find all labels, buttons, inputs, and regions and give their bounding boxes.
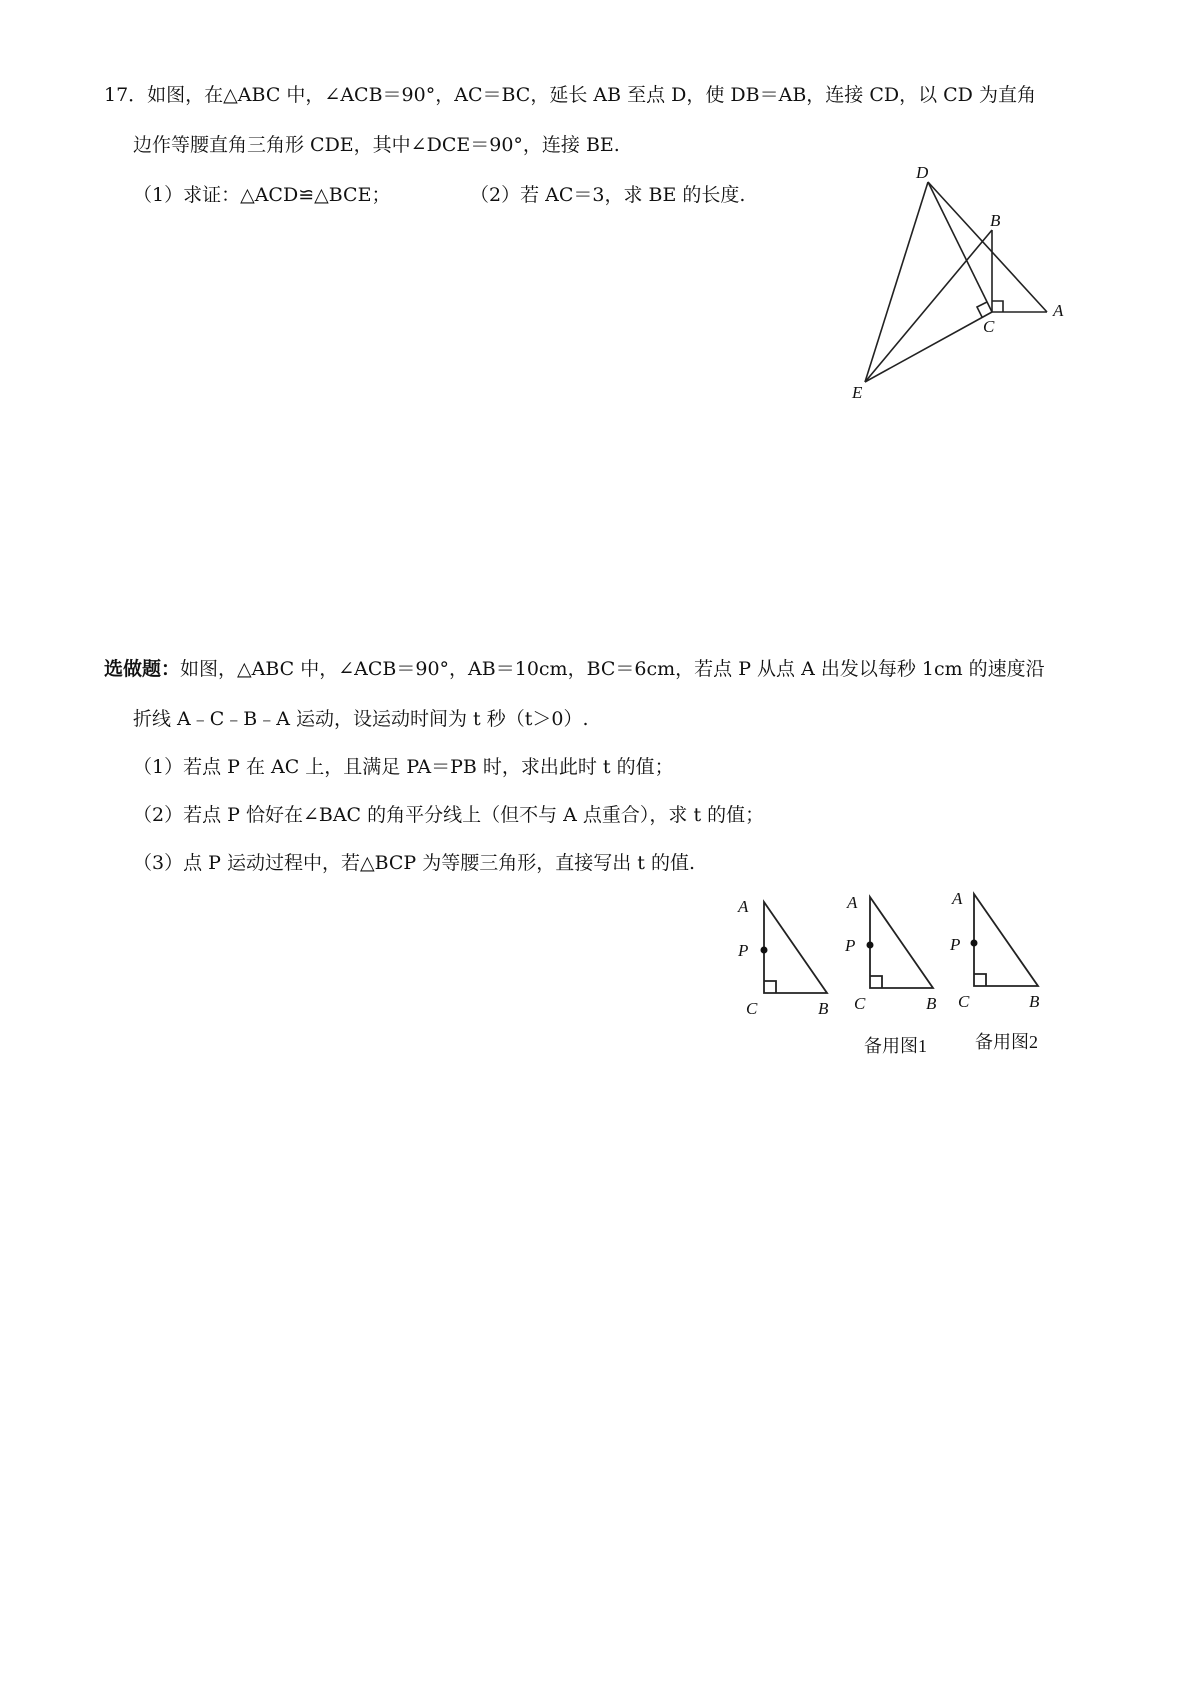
label-A: A [1053,301,1064,320]
caption-backup-1: 备用图1 [864,1036,927,1056]
fig1-label-B: B [926,994,937,1013]
figure-main [737,897,829,1018]
optional-q3: （3）点 P 运动过程中，若△BCP 为等腰三角形，直接写出 t 的值. [133,852,695,874]
fig1-label-A: A [847,893,858,912]
fig0-label-P: P [738,941,749,960]
problem17-part1: （1）求证：△ACD≌△BCE； [133,184,391,206]
right-angle-ACB [992,301,1003,312]
fig2-label-P: P [950,935,961,954]
label-C: C [983,317,995,336]
fig2-label-B: B [1029,992,1040,1011]
fig1-label-C: C [854,994,866,1013]
optional-line1-text: 如图，△ABC 中，∠ACB＝90°，AB＝10cm，BC＝6cm，若点 P 从点 A 出发以每秒 1cm 的速度沿 [180,658,1045,680]
segment-EB [865,230,992,382]
problem17-line1: 17．如图，在△ABC 中，∠ACB＝90°，AC＝BC，延长 AB 至点 D，使 DB＝AB，连接 CD，以 CD 为直角 [104,84,1036,106]
optional-line2: 折线 A﹣C﹣B﹣A 运动，设运动时间为 t 秒（t＞0）. [133,708,589,730]
figure-backup-1 [844,893,937,1056]
label-D: D [916,163,929,182]
optional-heading: 选做题： [104,658,181,680]
problem17-line2: 边作等腰直角三角形 CDE，其中∠DCE＝90°，连接 BE. [133,134,620,156]
point-P [867,942,874,949]
optional-q1: （1）若点 P 在 AC 上，且满足 PA＝PB 时，求出此时 t 的值； [133,756,674,778]
point-P [971,940,978,947]
fig2-label-C: C [958,992,970,1011]
figure-backup-2 [949,889,1040,1052]
optional-figures [730,880,1070,1070]
caption-backup-2: 备用图2 [975,1032,1038,1052]
segment-DA [928,182,1047,312]
fig0-label-A: A [738,897,749,916]
segment-DC [928,182,992,312]
fig2-label-A: A [952,889,963,908]
problem17-figure [840,160,1080,400]
fig0-label-C: C [746,999,758,1018]
optional-q2: （2）若点 P 恰好在∠BAC 的角平分线上（但不与 A 点重合），求 t 的值； [133,804,765,826]
label-B: B [990,211,1001,230]
optional-line1 [104,656,1045,682]
fig0-label-B: B [818,999,829,1018]
label-E: E [852,383,863,400]
problem17-part2: （2）若 AC＝3，求 BE 的长度. [470,184,746,206]
fig1-label-P: P [845,936,856,955]
point-P [761,947,768,954]
